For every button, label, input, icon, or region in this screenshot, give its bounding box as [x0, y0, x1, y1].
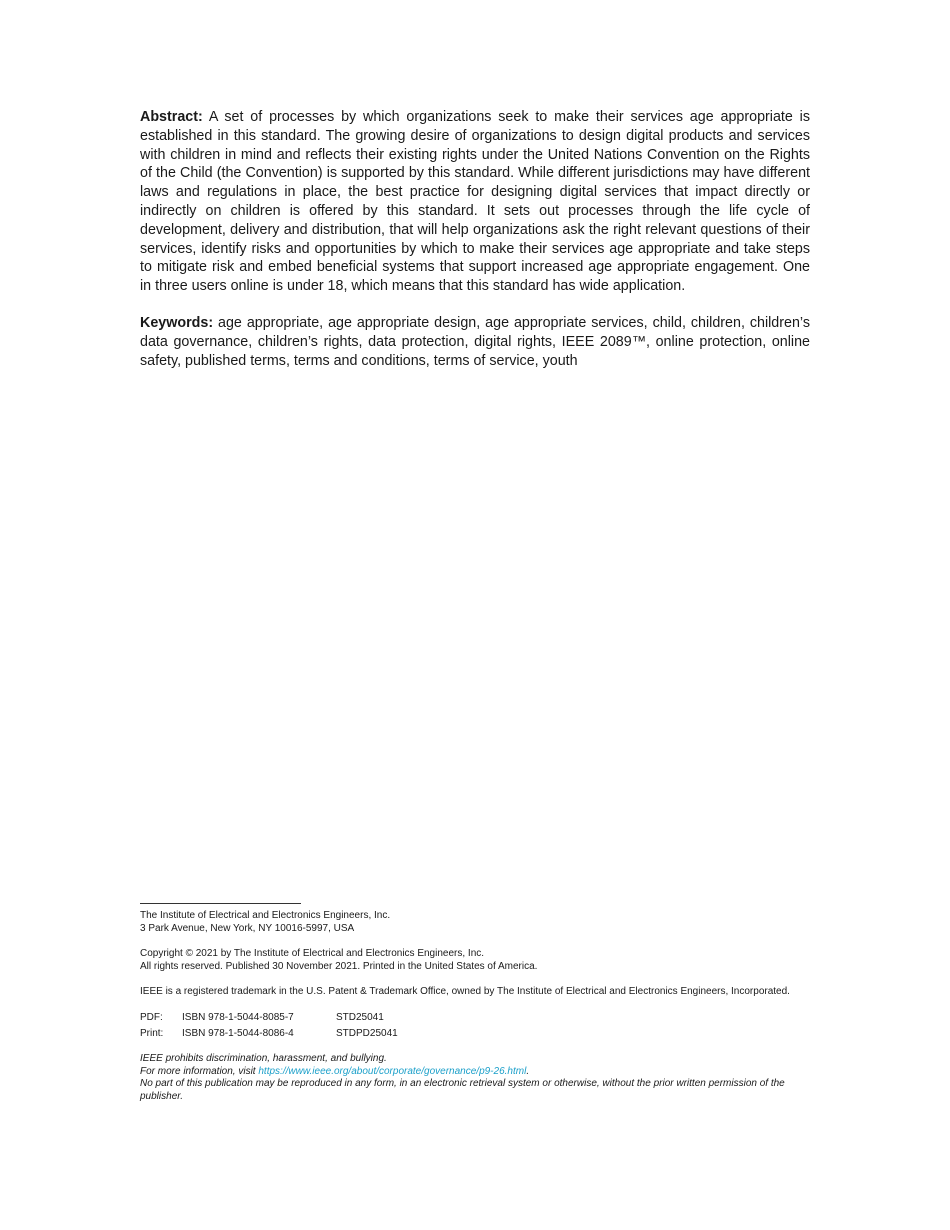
publication-footer — [140, 903, 812, 1104]
more-info-line: For more information, visit https://www.ieee.org/about/corporate/governance/p9-26.html. — [140, 1065, 530, 1077]
abstract-text: A set of processes by which organizations seek to make their services age appropriate is established in this standard. The growing desire of organizations to design digital products and services with children in mind and reflects their existing rights under the United Nations Convention on the Rights of the Child (the Convention) is supported by this standard. While different jurisdictions may have different laws and regulations in place, the best practice for designing digital services that impact directly or indirectly on children is offered by this standard. It sets out processes through the life cycle of development, delivery and distribution, that will help organizations ask the right relevant questions of their services, identify risks and opportunities by which to make their services age appropriate and take steps to mitigate risk and embed beneficial systems that support increased age appropriate engagement. One in three users online is under 18, which means that this standard has wide application. — [140, 109, 810, 295]
legal-notice — [140, 1053, 812, 1103]
isbn-format: PDF: — [140, 1011, 163, 1023]
publisher-name: The Institute of Electrical and Electronics Engineers, Inc. — [140, 910, 391, 921]
isbn-format: Print: — [140, 1027, 164, 1039]
copyright-line: Copyright © 2021 by The Institute of Electrical and Electronics Engineers, Inc. — [140, 948, 485, 960]
abstract-paragraph — [140, 108, 810, 296]
keywords-text: age appropriate, age appropriate design, age appropriate services, child, children, children’s data governance, children’s rights, data protection, digital rights, IEEE 2089™, online protection, online safety, published terms, terms and conditions, terms of service, youth — [140, 314, 810, 369]
footnote-divider — [140, 903, 301, 904]
abstract-label: Abstract: — [140, 109, 203, 125]
abstract-section — [140, 108, 810, 370]
policy-line: IEEE prohibits discrimination, harassment, and bullying. — [140, 1053, 387, 1065]
reproduction-notice: No part of this publication may be reproduced in any form, in an electronic retrieval system or otherwise, without the prior written permission of the publisher. — [140, 1078, 785, 1102]
isbn-number: ISBN 978-1-5044-8086-4 — [182, 1027, 294, 1039]
trademark-notice: IEEE is a registered trademark in the U.S. Patent & Trademark Office, owned by The Institute of Electrical and Electronics Engineers, Incorporated. — [140, 986, 790, 998]
isbn-row-print — [140, 1028, 812, 1041]
isbn-row-pdf — [140, 1012, 812, 1025]
isbn-code: STDPD25041 — [336, 1027, 398, 1039]
governance-link[interactable]: https://www.ieee.org/about/corporate/governance/p9-26.html — [258, 1065, 527, 1077]
isbn-number: ISBN 978-1-5044-8085-7 — [182, 1011, 294, 1023]
rights-line: All rights reserved. Published 30 November 2021. Printed in the United States of America. — [140, 960, 538, 972]
keywords-paragraph — [140, 314, 810, 370]
keywords-label: Keywords: — [140, 314, 214, 331]
publisher-address: 3 Park Avenue, New York, NY 10016-5997, USA — [140, 922, 355, 934]
isbn-code: STD25041 — [336, 1011, 384, 1023]
